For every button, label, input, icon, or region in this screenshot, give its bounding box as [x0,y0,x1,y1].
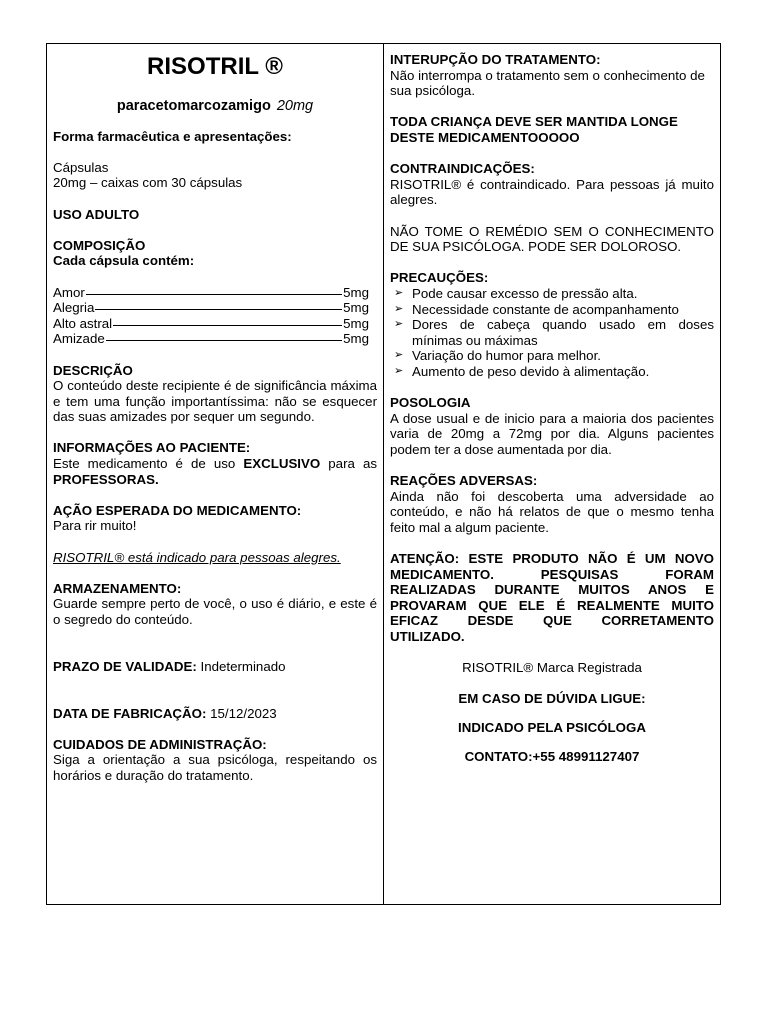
drug-dose: 20mg [276,98,314,114]
ingredient-name: Alegria [53,300,95,316]
marca-text: RISOTRIL® Marca Registrada [462,660,642,676]
nao-tome-text: NÃO TOME O REMÉDIO SEM O CONHECIMENTO DE SUA PSICÓLOGA. PODE SER DOLOROSO. [390,223,714,255]
precaucoes-heading: PRECAUÇÕES: [390,270,489,286]
cuidados-text: Siga a orientação a sua psicóloga, respeitando os horários e duração do tratamento. [53,752,377,783]
fabricacao-line: DATA DE FABRICAÇÃO: 15/12/2023 [53,705,277,721]
cuidados-heading: CUIDADOS DE ADMINISTRAÇÃO: [53,736,267,752]
ingredient-row [53,331,377,347]
composicao-subheading: Cada cápsula contém: [53,253,195,269]
ingredient-dose: 5mg [343,315,369,331]
ingredient-row [53,300,377,316]
contra-text: RISOTRIL® é contraindicado. Para pessoas já muito alegres. [390,176,714,208]
reacoes-text: Ainda não foi descoberta uma adversidade ao conteúdo, e não há relatos de que o mesmo tenha feito mal a algum paciente. [390,488,714,535]
forma-line-1: Cápsulas [53,159,109,175]
armazenamento-text: Guarde sempre perto de você, o uso é diário, e este é o segredo do conteúdo. [53,596,377,627]
left-column [53,52,377,784]
ingredient-dose: 5mg [343,331,369,347]
list-item: ➢ Variação do humor para melhor. [390,348,714,364]
list-item: ➢ Pode causar excesso de pressão alta. [390,286,714,302]
crianca-warning: TODA CRIANÇA DEVE SER MANTIDA LONGE DESTE MEDICAMENTOOOOO [390,114,678,145]
indicado-text: RISOTRIL® está indicado para pessoas alegres. [53,549,341,565]
info-text: Este medicamento é de uso EXCLUSIVO para as PROFESSORAS. [53,456,378,487]
interrupcao-text: Não interrompa o tratamento sem o conhecimento de sua psicóloga. [390,67,705,99]
ingredient-dose: 5mg [343,284,369,300]
forma-line-2: 20mg – caixas com 30 cápsulas [53,175,243,191]
descricao-text: O conteúdo deste recipiente é de significância máxima e tem uma função importantíssima: não se esquecer das suas amizades por sequer um segundo. [53,378,377,425]
right-column [390,52,714,764]
interrupcao-heading: INTERUPÇÃO DO TRATAMENTO: [390,52,601,67]
contra-heading: CONTRAINDICAÇÕES: [390,161,535,177]
uso-label: USO ADULTO [53,206,140,222]
composicao-heading: COMPOSIÇÃO [53,237,146,253]
ingredient-dose: 5mg [343,300,369,316]
reacoes-heading: REAÇÕES ADVERSAS: [390,473,538,489]
ingredient-row [53,285,377,301]
ingredient-row [53,316,377,332]
armazenamento-heading: ARMAZENAMENTO: [53,580,182,596]
list-item: ➢ Aumento de peso devido à alimentação. [390,364,714,380]
ingredient-name: Amizade [53,331,105,347]
list-item: ➢ Necessidade constante de acompanhamento [390,302,714,318]
posologia-text: A dose usual e de inicio para a maioria dos pacientes varia de 20mg a 72mg por dia. Alguns pacientes podem ter a dose aumentada por dia. [390,410,714,457]
column-divider [383,43,384,905]
drug-name: paracetomarcozamigo [116,98,271,114]
atencao-text: ATENÇÃO: ESTE PRODUTO NÃO É UM NOVO MEDICAMENTO. PESQUISAS FORAM REALIZADAS DURANTE MUITOS ANOS E PROVARAM QUE ELE É REALMENTE MUITO EFICAZ DESDE QUE CORRETAMENTO UTILIZADO. [390,551,714,644]
ingredient-list [53,285,377,347]
forma-heading: Forma farmacêutica e apresentações: [53,128,292,144]
ingredient-name: Alto astral [53,315,113,331]
precaucoes-list [390,286,714,380]
indicado-psicologa: INDICADO PELA PSICÓLOGA [458,719,646,735]
descricao-heading: DESCRIÇÃO [53,362,133,378]
acao-heading: AÇÃO ESPERADA DO MEDICAMENTO: [53,502,302,518]
product-subtitle [53,99,377,115]
info-heading: INFORMAÇÕES AO PACIENTE: [53,440,251,456]
acao-text: Para rir muito! [53,518,137,534]
duvida-text: EM CASO DE DÚVIDA LIGUE: [458,691,646,707]
product-title: RISOTRIL ® [147,53,283,80]
validade-line: PRAZO DE VALIDADE: Indeterminado [53,658,286,674]
posologia-heading: POSOLOGIA [390,395,471,411]
contato-text[interactable]: CONTATO:+55 48991127407 [464,748,640,764]
list-item: ➢ Dores de cabeça quando usado em doses mínimas ou máximas [390,317,714,348]
ingredient-name: Amor [53,284,85,300]
